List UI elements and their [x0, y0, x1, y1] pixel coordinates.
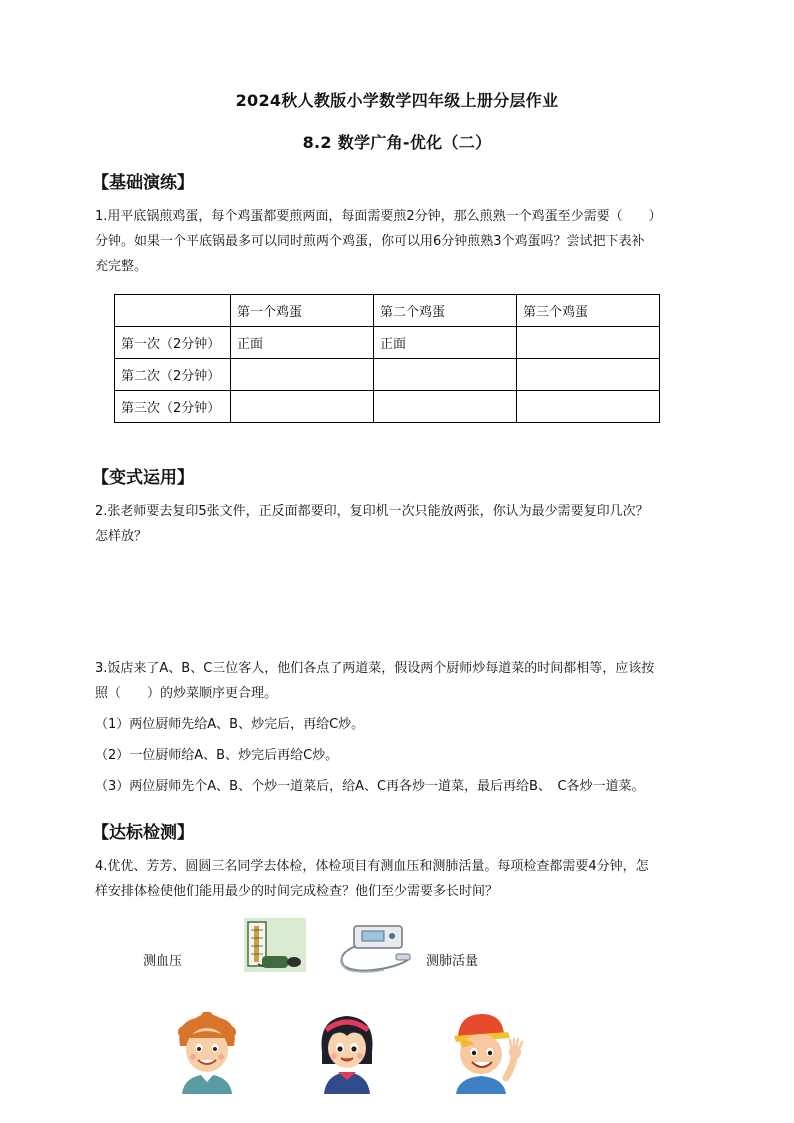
table-cell	[517, 327, 660, 359]
spirometer-icon	[334, 920, 414, 976]
table-cell: 第一次（2分钟）	[115, 327, 231, 359]
table-header-cell: 第一个鸡蛋	[231, 295, 374, 327]
document-title: 2024秋人教版小学数学四年级上册分层作业	[235, 91, 559, 110]
table-header-cell	[115, 295, 231, 327]
lung-capacity-label: 测肺活量	[426, 954, 479, 969]
question-3-line-2: 照（ ）的炒菜顺序更合理。	[95, 686, 278, 701]
question-3	[95, 656, 707, 799]
boy-avatar-icon	[176, 1012, 238, 1094]
table-cell	[517, 391, 660, 423]
question-1	[95, 204, 707, 279]
question-3-option-3: （3）两位厨师先个A、B、个炒一道菜后，给A、C再各炒一道菜，最后再给B、 C各炒一道菜。	[95, 779, 645, 794]
question-1-line-3: 充完整。	[95, 259, 148, 274]
question-1-line-1: 1.用平底锅煎鸡蛋，每个鸡蛋都要煎两面，每面需要煎2分钟，那么煎熟一个鸡蛋至少需要（ ）	[95, 209, 662, 224]
section-basic-heading: 【基础演练】	[92, 173, 194, 193]
blood-pressure-label: 测血压	[143, 954, 183, 969]
question-2	[95, 499, 707, 549]
table-cell	[374, 359, 517, 391]
question-2-line-2: 怎样放？	[95, 529, 148, 544]
egg-frying-table	[114, 294, 660, 423]
table-row	[115, 391, 660, 423]
question-4-line-1: 4.优优、芳芳、圆圆三名同学去体检，体检项目有测血压和测肺活量。每项检查都需要4分钟，怎	[95, 859, 649, 874]
table-cell	[231, 391, 374, 423]
question-3-option-1: （1）两位厨师先给A、B、炒完后，再给C炒。	[95, 717, 365, 732]
table-header-cell: 第三个鸡蛋	[517, 295, 660, 327]
boy-with-cap-avatar-icon	[450, 1012, 524, 1094]
table-cell	[231, 359, 374, 391]
section-variant-heading: 【变式运用】	[92, 468, 194, 488]
table-cell: 第二次（2分钟）	[115, 359, 231, 391]
table-cell	[517, 359, 660, 391]
table-cell: 第三次（2分钟）	[115, 391, 231, 423]
question-4-line-2: 样安排体检使他们能用最少的时间完成检查？他们至少需要多长时间？	[95, 884, 499, 899]
section-test-heading: 【达标检测】	[92, 823, 194, 843]
table-row	[115, 359, 660, 391]
question-3-line-1: 3.饭店来了A、B、C三位客人，他们各点了两道菜，假设两个厨师炒每道菜的时间都相等，应该按	[95, 661, 655, 676]
table-header-cell: 第二个鸡蛋	[374, 295, 517, 327]
girl-avatar-icon	[316, 1012, 378, 1094]
table-cell: 正面	[374, 327, 517, 359]
question-4	[95, 854, 707, 904]
table-cell	[374, 391, 517, 423]
question-3-option-2: （2）一位厨师给A、B、炒完后再给C炒。	[95, 748, 339, 763]
table-cell: 正面	[231, 327, 374, 359]
question-1-line-2: 分钟。如果一个平底锅最多可以同时煎两个鸡蛋，你可以用6分钟煎熟3个鸡蛋吗？尝试把下表补	[95, 234, 645, 249]
question-2-line-1: 2.张老师要去复印5张文件，正反面都要印，复印机一次只能放两张，你认为最少需要复印几次？	[95, 504, 649, 519]
document-subtitle: 8.2 数学广角-优化（二）	[302, 133, 492, 152]
table-header-row	[115, 295, 660, 327]
table-row	[115, 327, 660, 359]
blood-pressure-monitor-icon	[244, 918, 306, 972]
